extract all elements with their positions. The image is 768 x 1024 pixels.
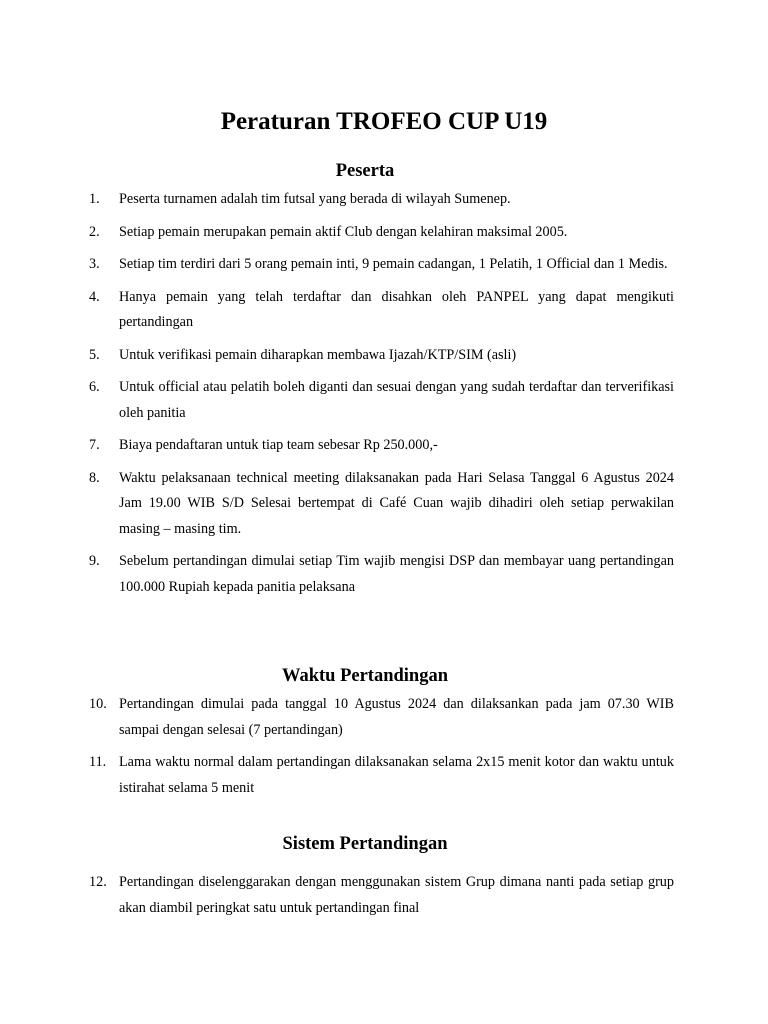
item-number: 12. [89,874,107,890]
item-text: Hanya pemain yang telah terdaftar dan disahkan oleh PANPEL yang dapat mengikuti pertandingan [119,288,674,330]
section-heading-waktu-pertandingan: Waktu Pertandingan [281,666,449,686]
item-number: 1. [89,191,100,207]
item-text: Biaya pendaftaran untuk tiap team sebesar Rp 250.000,- [119,437,438,453]
list-item [89,343,674,369]
document-title: Peraturan TROFEO CUP U19 [220,108,548,135]
list-item [89,252,674,278]
list-item [89,870,674,921]
item-number: 9. [89,553,100,569]
list-item [89,375,674,426]
rules-list-waktu-pertandingan [89,692,674,801]
section-heading-sistem-pertandingan: Sistem Pertandingan [282,834,448,854]
list-item [89,692,674,743]
list-item [89,285,674,336]
rules-list-peserta [89,187,674,600]
item-number: 5. [89,346,100,363]
list-item [89,433,674,459]
item-number: 7. [89,437,100,453]
item-text: Untuk official atau pelatih boleh diganti dan sesuai dengan yang sudah terdaftar dan terverifikasi oleh panitia [119,379,674,421]
rules-list-sistem-pertandingan [89,870,674,921]
list-item [89,187,674,213]
section-heading-peserta: Peserta [335,161,395,181]
item-text: Waktu pelaksanaan technical meeting dilaksanakan pada Hari Selasa Tanggal 6 Agustus 2024 Jam 19.00 WIB S/D Selesai bertempat di Café Cuan wajib dihadiri oleh setiap perwakilan masing – masing tim. [119,469,674,537]
item-number: 2. [89,223,100,240]
list-item [89,466,674,543]
list-item [89,549,674,600]
item-number: 11. [89,754,107,770]
item-number: 10. [89,696,107,712]
item-text: Pertandingan dimulai pada tanggal 10 Agustus 2024 dan dilaksankan pada jam 07.30 WIB sampai dengan selesai (7 pertandingan) [119,696,674,738]
item-text: Peserta turnamen adalah tim futsal yang berada di wilayah Sumenep. [119,191,511,207]
item-text: Sebelum pertandingan dimulai setiap Tim wajib mengisi DSP dan membayar uang pertandingan 100.000 Rupiah kepada panitia pelaksana [119,553,674,595]
item-number: 3. [89,256,100,272]
item-text: Setiap pemain merupakan pemain aktif Club dengan kelahiran maksimal 2005. [119,223,568,240]
item-number: 6. [89,379,100,395]
item-text: Lama waktu normal dalam pertandingan dilaksanakan selama 2x15 menit kotor dan waktu untuk istirahat selama 5 menit [119,754,674,796]
item-number: 4. [89,288,100,305]
item-number: 8. [89,469,100,486]
list-item [89,220,674,246]
item-text: Untuk verifikasi pemain diharapkan membawa Ijazah/KTP/SIM (asli) [119,346,517,363]
list-item [89,750,674,801]
item-text: Setiap tim terdiri dari 5 orang pemain inti, 9 pemain cadangan, 1 Pelatih, 1 Official dan 1 Medis. [119,256,668,272]
item-text: Pertandingan diselenggarakan dengan menggunakan sistem Grup dimana nanti pada setiap grup akan diambil peringkat satu untuk pertandingan final [119,874,674,916]
